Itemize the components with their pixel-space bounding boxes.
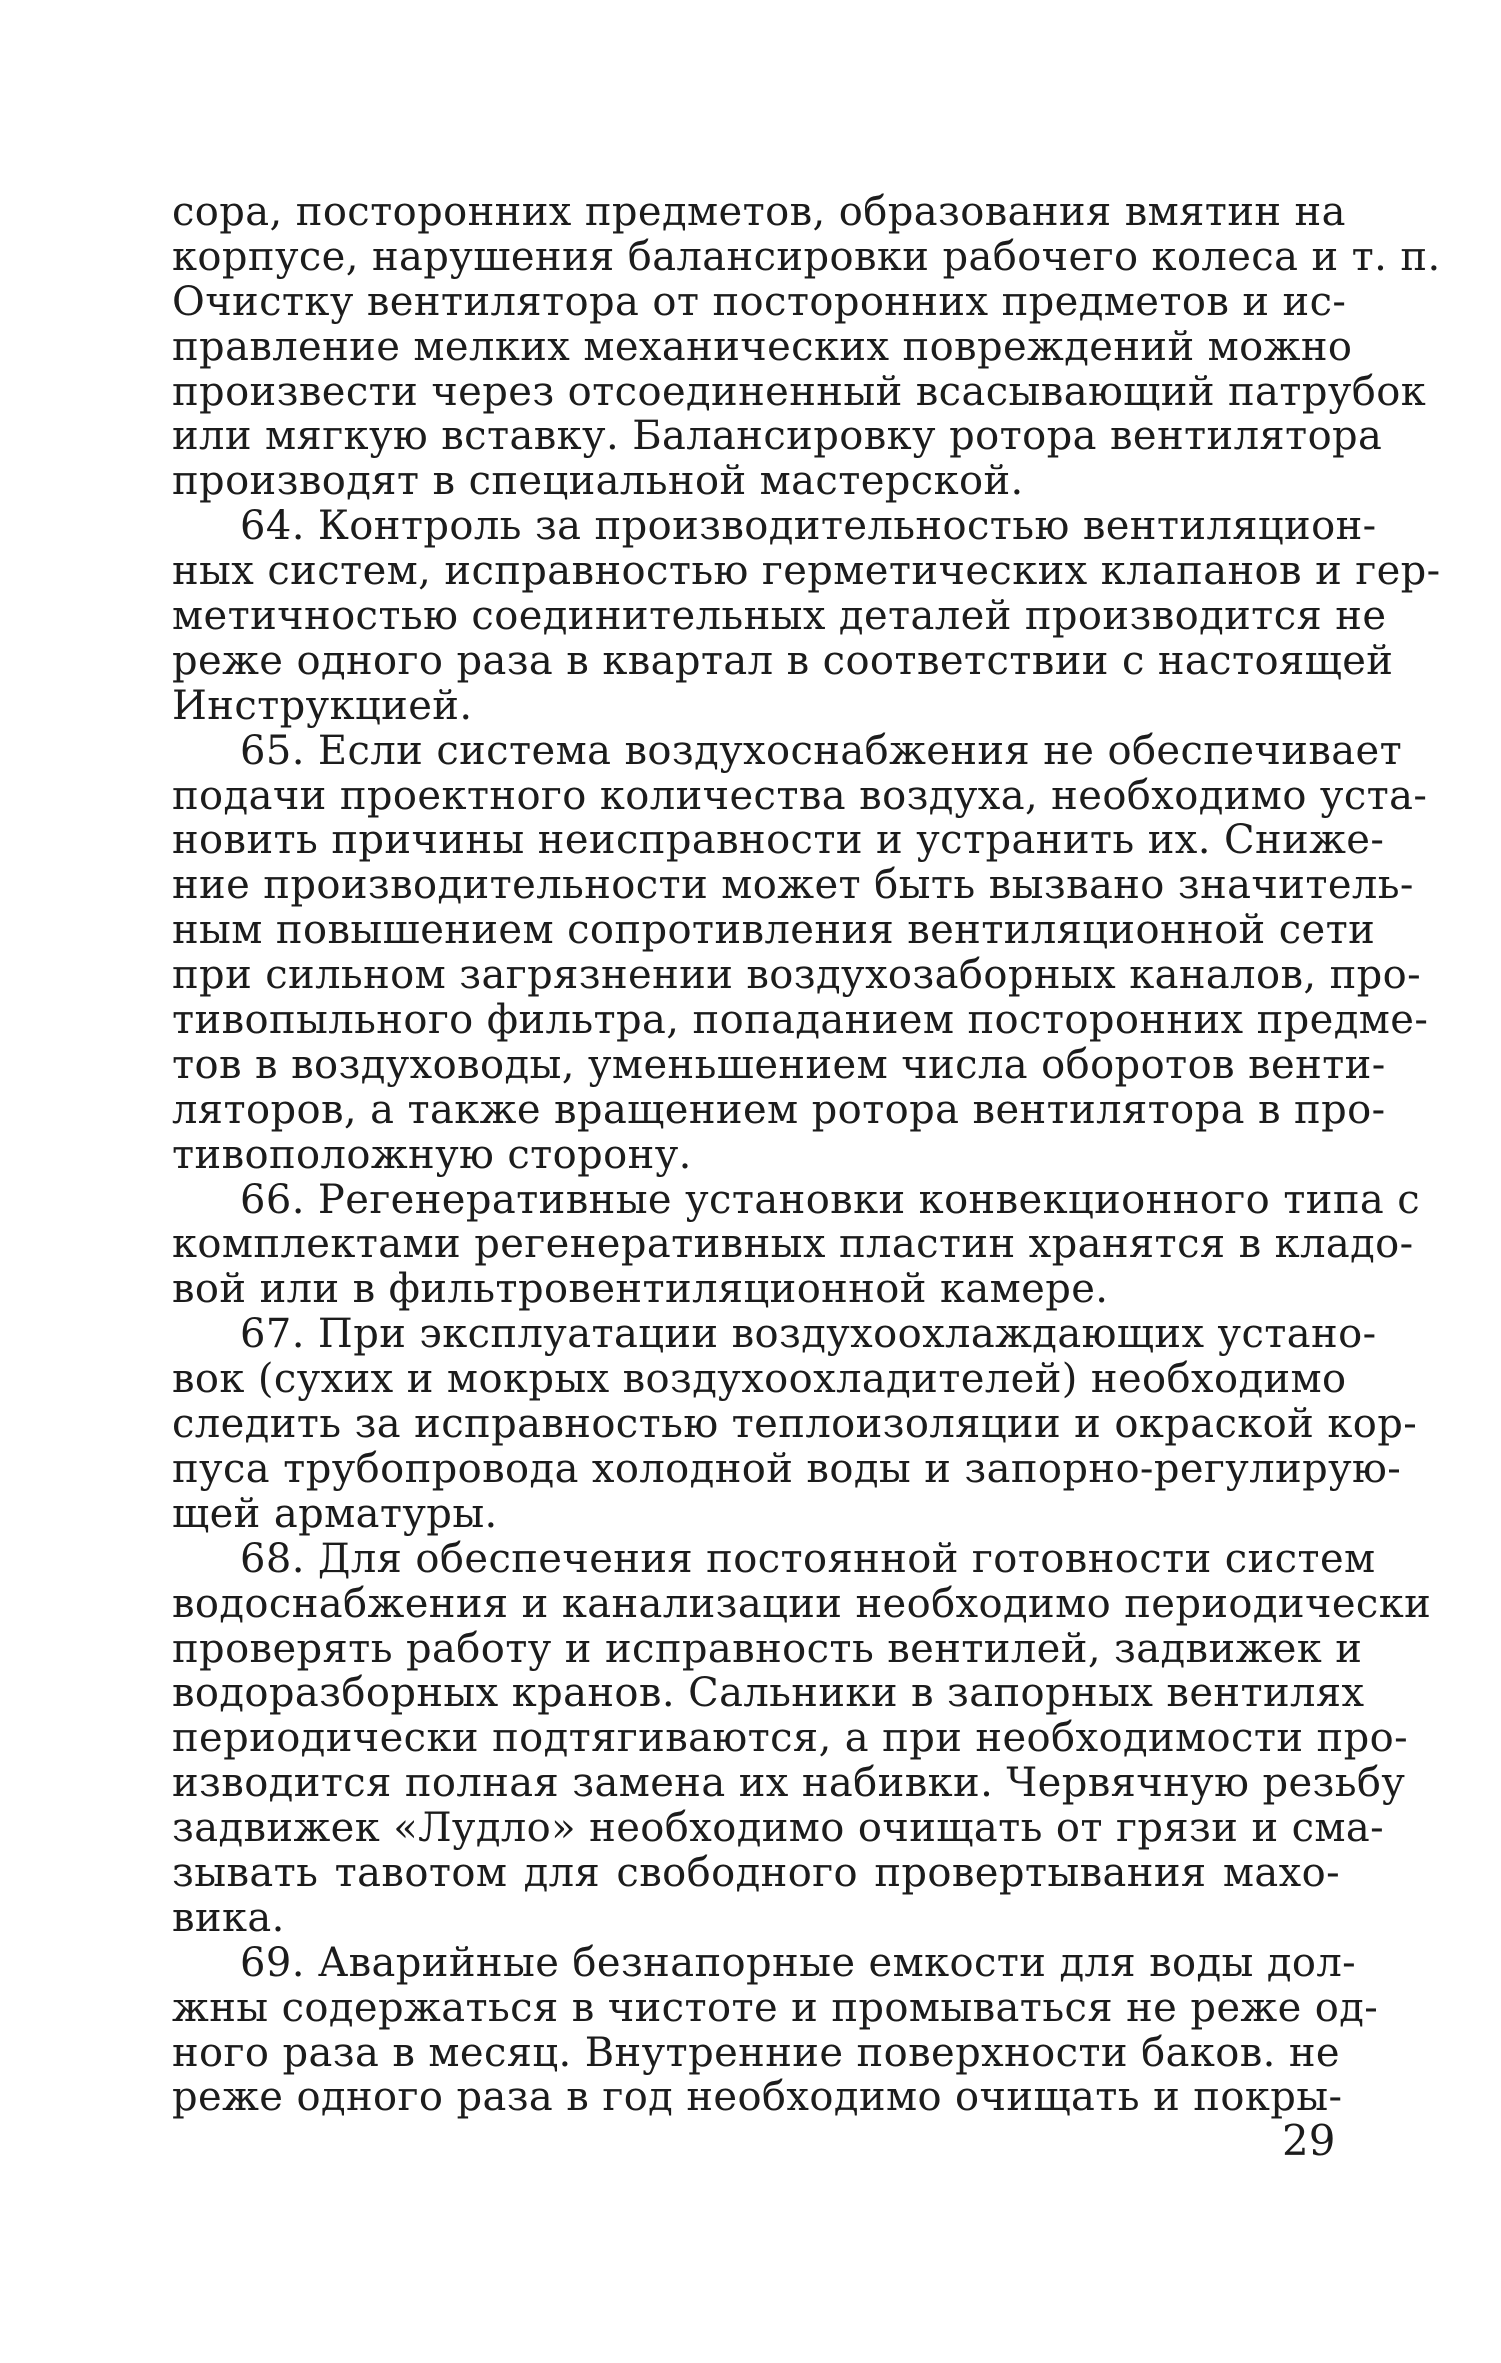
paragraph-68-start: 68. Для обеспечения постоянной готовности систем <box>240 1535 1376 1582</box>
document-page <box>172 189 1441 2121</box>
text-line: производят в специальной мастерской. <box>172 458 1024 505</box>
paragraph-67-start: 67. При эксплуатации воздухоохлаждающих устано- <box>240 1311 1377 1358</box>
text-line: тов в воздуховоды, уменьшением числа оборотов венти- <box>172 1041 1386 1088</box>
text-line: или мягкую вставку. Балансировку ротора вентилятора <box>172 413 1383 460</box>
text-line: пуса трубопровода холодной воды и запорно-регулирую- <box>172 1445 1402 1492</box>
text-line: Инструкцией. <box>172 682 473 729</box>
text-line: тивопыльного фильтра, попаданием посторонних предме- <box>172 997 1429 1044</box>
text-line: щей арматуры. <box>172 1490 498 1537</box>
text-line: ного раза в месяц. Внутренние поверхности баков. не <box>172 2029 1340 2076</box>
text-line: при сильном загрязнении воздухозаборных каналов, про- <box>172 952 1422 999</box>
text-line: следить за исправностью теплоизоляции и окраской кор- <box>172 1401 1418 1448</box>
text-line: комплектами регенеративных пластин хранятся в кладо- <box>172 1221 1414 1268</box>
text-line: водоразборных кранов. Сальники в запорных вентилях <box>172 1670 1365 1717</box>
text-line: вой или в фильтровентиляционной камере. <box>172 1266 1109 1313</box>
text-line: жны содержаться в чистоте и промываться не реже од- <box>172 1984 1379 2031</box>
text-line: ных систем, исправностью герметических клапанов и гер- <box>172 548 1441 595</box>
text-line: вок (сухих и мокрых воздухоохладителей) необходимо <box>172 1356 1347 1403</box>
text-line: водоснабжения и канализации необходимо периодически <box>172 1580 1432 1627</box>
paragraph-64-start: 64. Контроль за производительностью вентиляцион- <box>240 503 1377 550</box>
text-line: Очистку вентилятора от посторонних предметов и ис- <box>172 278 1347 325</box>
text-line: ние производительности может быть вызвано значитель- <box>172 862 1414 909</box>
text-line: произвести через отсоединенный всасывающий патрубок <box>172 368 1427 415</box>
text-line: вика. <box>172 1894 285 1941</box>
text-line: реже одного раза в год необходимо очищать и покры- <box>172 2074 1343 2121</box>
text-line: задвижек «Лудло» необходимо очищать от грязи и сма- <box>172 1805 1385 1852</box>
text-line: тивоположную сторону. <box>172 1131 692 1178</box>
text-line: зывать тавотом для свободного провертывания махо- <box>172 1849 1340 1896</box>
text-line: правление мелких механических повреждений можно <box>172 323 1353 370</box>
paragraph-69-start: 69. Аварийные безнапорные емкости для воды дол- <box>240 1939 1357 1986</box>
text-line: периодически подтягиваются, а при необходимости про- <box>172 1715 1408 1762</box>
text-line: новить причины неисправности и устранить их. Сниже- <box>172 817 1385 864</box>
text-line: метичностью соединительных деталей производится не <box>172 593 1387 640</box>
text-line: реже одного раза в квартал в соответствии с настоящей <box>172 637 1394 684</box>
text-line: изводится полная замена их набивки. Червячную резьбу <box>172 1760 1406 1807</box>
text-line: сора, посторонних предметов, образования вмятин на <box>172 189 1346 235</box>
text-line: подачи проектного количества воздуха, необходимо уста- <box>172 772 1428 819</box>
text-line: корпусе, нарушения балансировки рабочего колеса и т. п. <box>172 233 1441 280</box>
text-line: проверять работу и исправность вентилей, задвижек и <box>172 1625 1363 1672</box>
page-number: 29 <box>1282 2116 1336 2165</box>
paragraph-65-start: 65. Если система воздухоснабжения не обеспечивает <box>240 727 1403 774</box>
text-line: ным повышением сопротивления вентиляционной сети <box>172 907 1376 954</box>
paragraph-66-start: 66. Регенеративные установки конвекционного типа с <box>240 1176 1421 1223</box>
text-line: ляторов, а также вращением ротора вентилятора в про- <box>172 1086 1386 1133</box>
